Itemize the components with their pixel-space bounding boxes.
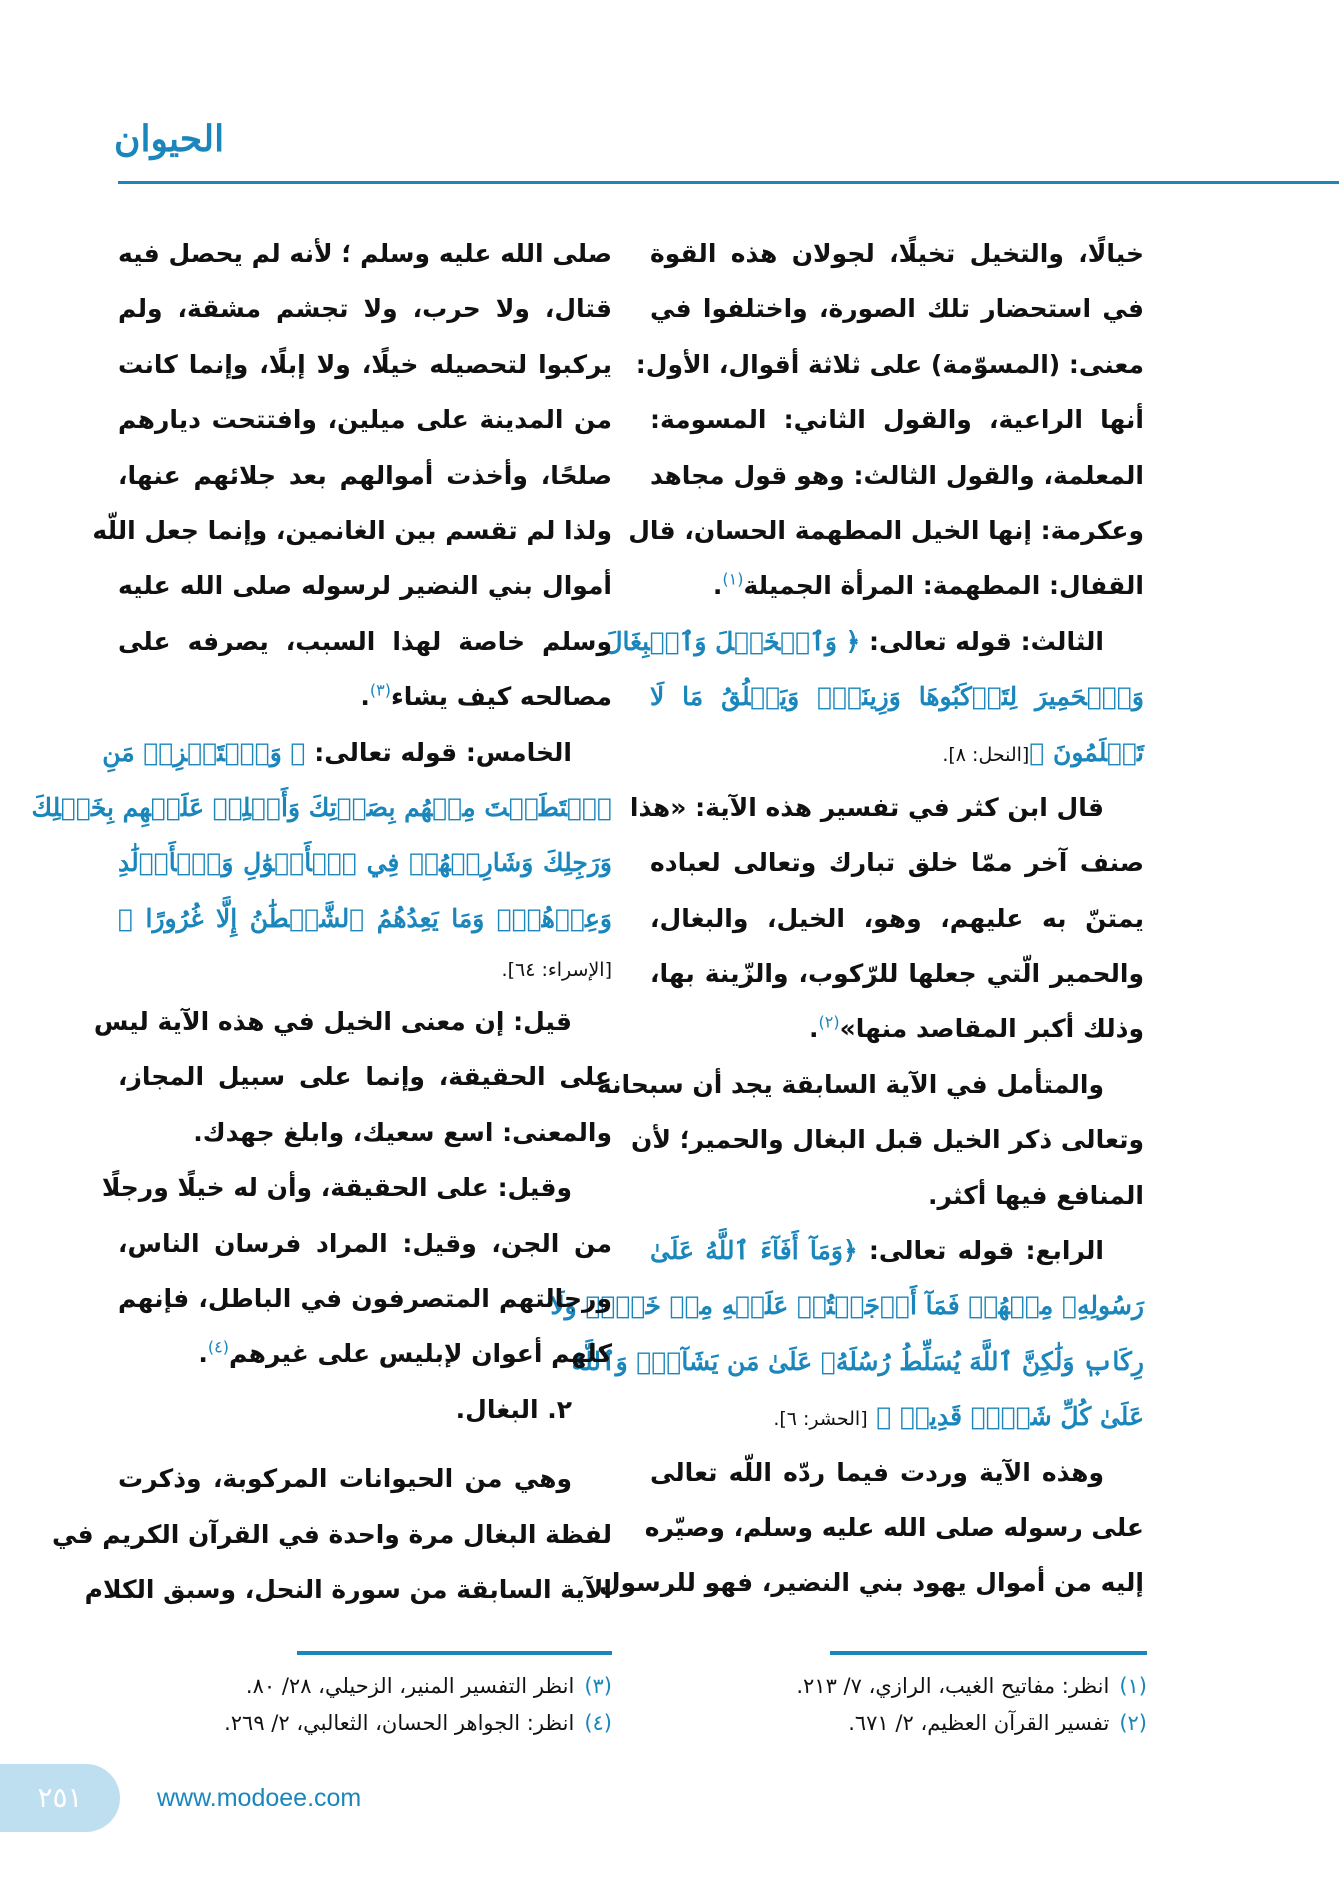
footnote-marker[interactable]: (٢): [818, 1013, 840, 1033]
text-line: [650, 725, 1144, 780]
text-line: [596, 1057, 1144, 1112]
text-line: [118, 669, 612, 724]
verse-reference: [الحشر: ٦].: [773, 1408, 868, 1431]
footnote-number: (٣): [584, 1674, 612, 1698]
text-line: [604, 614, 1144, 669]
text-line: [118, 226, 612, 281]
body-text: الرابع: قوله تعالى:: [857, 1236, 1104, 1266]
footnote: [796, 1705, 1147, 1742]
footnote-marker[interactable]: (١): [722, 570, 744, 590]
body-text: .: [808, 1014, 819, 1044]
body-text: إليه من أموال يهود بني النضير، فهو للرسول: [598, 1568, 1144, 1598]
body-text: خيالًا، والتخيل تخيلًا، لجولان هذه القوة: [650, 239, 1144, 268]
body-text: قتال، ولا حرب، ولا تجشم مشقة، ولم: [118, 294, 612, 324]
text-line: [118, 392, 612, 447]
text-line: [118, 448, 612, 503]
text-line: [118, 835, 612, 890]
body-text: المعلمة، والقول الثالث: وهو قول مجاهد: [650, 460, 1144, 490]
body-text: ٢. البغال.: [455, 1394, 572, 1424]
footnote-divider-right: [830, 1651, 1147, 1655]
verse-reference: [النحل: ٨].: [942, 743, 1030, 766]
quran-verse: ﴿وَمَآ أَفَآءَ ٱللَّهُ عَلَىٰ: [650, 1236, 858, 1266]
footnotes-right: [796, 1668, 1147, 1742]
body-text: قيل: إن معنى الخيل في هذه الآية ليس: [93, 1007, 572, 1037]
text-line: [628, 503, 1144, 558]
body-text: من الجن، وقيل: المراد فرسان الناس،: [118, 1228, 612, 1258]
text-line: [118, 891, 612, 946]
text-line: [650, 1389, 1144, 1444]
body-text: والمعنى: اسع سعيك، وابلغ جهدك.: [193, 1117, 612, 1147]
text-line: [571, 1334, 1144, 1389]
text-column-left: [31, 226, 612, 1617]
text-line: [31, 780, 612, 835]
text-line: [650, 226, 1144, 281]
text-line: [84, 1562, 612, 1617]
text-line: [631, 1112, 1144, 1167]
body-text: وهذه الآية وردت فيما ردّه اللّه تعالى: [650, 1457, 1104, 1487]
quran-verse: رَسُولِهِۦ مِنۡهُمۡ فَمَآ أَوۡجَفۡتُمۡ عَلَيۡهِ مِنۡ خَيۡلٖ وَلَا: [550, 1291, 1144, 1321]
verse-reference: [الإسراء: ٦٤].: [501, 959, 612, 982]
text-line: [650, 669, 1144, 724]
text-line: [650, 448, 1144, 503]
text-line: [118, 1049, 612, 1104]
page-number-badge: ٢٥١: [0, 1764, 120, 1832]
text-line: [51, 1507, 612, 1562]
text-line: [650, 1223, 1144, 1278]
body-text: أموال بني النضير لرسوله صلى الله عليه: [118, 571, 612, 601]
text-line: [650, 891, 1144, 946]
body-text: يركبوا لتحصيله خيلًا، ولا إبلًا، وإنما كانت: [118, 349, 612, 379]
footnote-text: تفسير القرآن العظيم، ٢/ ٦٧١.: [848, 1711, 1110, 1735]
body-text: على الحقيقة، وإنما على سبيل المجاز،: [118, 1062, 612, 1092]
footnote: [796, 1668, 1147, 1705]
body-text: كلهم أعوان لإبليس على غيرهم: [229, 1339, 612, 1369]
body-text: على رسوله صلى الله عليه وسلم، وصيّره: [644, 1512, 1144, 1542]
body-text: معنى: (المسوّمة) على ثلاثة أقوال، الأول:: [635, 349, 1144, 379]
footnote-divider-left: [297, 1651, 612, 1655]
text-line: [650, 392, 1144, 447]
website-link[interactable]: www.modoee.com: [157, 1784, 362, 1812]
body-text: من المدينة على ميلين، وافتتحت ديارهم: [118, 405, 612, 435]
text-line: [118, 337, 612, 392]
text-line: [118, 1326, 612, 1381]
text-line: [118, 1216, 612, 1271]
header-divider: [118, 181, 1339, 184]
body-text: صنف آخر ممّا خلق تبارك وتعالى لعباده: [650, 848, 1144, 878]
body-text: في استحضار تلك الصورة، واختلفوا في: [650, 294, 1144, 324]
text-line: [92, 503, 612, 558]
text-line: [644, 1500, 1144, 1555]
body-text: الخامس: قوله تعالى:: [305, 737, 572, 767]
body-text: والحمير الّتي جعلها للرّكوب، والزّينة بها،: [650, 959, 1144, 989]
footnote-marker[interactable]: (٤): [207, 1338, 229, 1358]
body-text: أنها الراعية، والقول الثاني: المسومة:: [650, 405, 1144, 435]
footnote: [224, 1668, 612, 1705]
body-text: صلى الله عليه وسلم ؛ لأنه لم يحصل فيه: [118, 239, 612, 268]
footnote-number: (٤): [584, 1711, 612, 1735]
text-line: [118, 281, 612, 336]
footnote-text: انظر التفسير المنير، الزحيلي، ٢٨/ ٨٠.: [245, 1674, 575, 1698]
text-line: [118, 1451, 612, 1506]
body-text: وقيل: على الحقيقة، وأن له خيلًا ورجلًا: [101, 1173, 572, 1203]
quran-verse: ﴿ وَٱسۡتَفۡزِزۡ مَنِ: [102, 737, 306, 767]
text-line: [118, 1105, 612, 1160]
text-line: [650, 1168, 1144, 1223]
text-line: [118, 1271, 612, 1326]
quran-verse: وَٱلۡحَمِيرَ لِتَرۡكَبُوهَا وَزِينَةٗۚ وَيَخۡلُقُ مَا لَا: [650, 682, 1144, 712]
footnote-number: (١): [1119, 1674, 1147, 1698]
body-text: الثالث: قوله تعالى:: [860, 626, 1104, 656]
text-line: [650, 835, 1144, 890]
body-text: وسلم خاصة لهذا السبب، يصرفه على: [118, 626, 612, 656]
body-text: وعكرمة: إنها الخيل المطهمة الحسان، قال: [628, 515, 1144, 545]
body-text: قال ابن كثر في تفسير هذه الآية: «هذا: [629, 792, 1104, 822]
text-line: [102, 725, 612, 780]
text-line: [118, 558, 612, 613]
quran-verse: ٱسۡتَطَعۡتَ مِنۡهُم بِصَوۡتِكَ وَأَجۡلِبۡ عَلَيۡهِم بِخَيۡلِكَ: [31, 792, 612, 822]
text-line: [118, 946, 612, 994]
footnote-text: انظر: الجواهر الحسان، الثعالبي، ٢/ ٢٦٩.: [224, 1711, 575, 1735]
body-text: وتعالى ذكر الخيل قبل البغال والحمير؛ لأن: [631, 1125, 1144, 1155]
body-text: يمتنّ به عليهم، وهو، الخيل، والبغال،: [650, 903, 1144, 933]
body-text: .: [360, 682, 370, 712]
text-line: [598, 1555, 1144, 1610]
text-line: [635, 337, 1144, 392]
body-text: وذلك أكبر المقاصد منها»: [839, 1014, 1144, 1044]
footnotes-left: [224, 1668, 612, 1742]
body-text: ورجالتهم المتصرفون في الباطل، فإنهم: [118, 1284, 612, 1314]
body-text: القفال: المطهمة: المرأة الجميلة: [743, 571, 1144, 601]
quran-verse: ﴿ وَٱلۡخَيۡلَ وَٱلۡبِغَالَ: [604, 626, 861, 656]
text-line: [650, 281, 1144, 336]
body-text: .: [198, 1339, 208, 1369]
body-text: ولذا لم تقسم بين الغانمين، وإنما جعل اللّه: [92, 515, 612, 545]
text-line: [118, 1382, 612, 1437]
text-line: [650, 946, 1144, 1001]
body-text: والمتأمل في الآية السابقة يجد أن سبحانه: [596, 1069, 1104, 1099]
body-text: وهي من الحيوانات المركوبة، وذكرت: [118, 1464, 572, 1494]
quran-verse: عَلَىٰ كُلِّ شَيۡءٖ قَدِيرٞ ﴾: [867, 1402, 1144, 1432]
body-text: لفظة البغال مرة واحدة في القرآن الكريم في: [51, 1519, 612, 1549]
body-text: المنافع فيها أكثر.: [928, 1180, 1144, 1210]
text-line: [650, 1445, 1144, 1500]
footnote-marker[interactable]: (٣): [369, 680, 392, 700]
body-text: .: [712, 571, 723, 601]
text-line: [93, 994, 612, 1049]
text-line: [550, 1278, 1144, 1333]
text-line: [650, 558, 1144, 613]
text-line: [650, 1001, 1144, 1056]
body-text: صلحًا، وأخذت أموالهم بعد جلائهم عنها،: [118, 460, 612, 490]
quran-verse: وَعِدۡهُمۡۚ وَمَا يَعِدُهُمُ ٱلشَّيۡطَٰنُ إِلَّا غُرُورًا ﴾: [118, 903, 612, 933]
quran-verse: وَرَجِلِكَ وَشَارِكۡهُمۡ فِي ٱلۡأَمۡوَٰلِ وَٱلۡأَوۡلَٰدِ: [118, 848, 612, 878]
chapter-title: الحيوان: [114, 118, 225, 160]
footnote-text: انظر: مفاتيح الغيب، الرازي، ٧/ ٢١٣.: [796, 1674, 1110, 1698]
text-line: [629, 780, 1144, 835]
footnote: [224, 1705, 612, 1742]
body-text: مصالحه كيف يشاء: [391, 682, 612, 712]
text-line: [101, 1160, 612, 1215]
text-line: [118, 614, 612, 669]
quran-verse: تَعۡلَمُونَ ﴾: [1029, 737, 1144, 767]
quran-verse: رِكَابٖ وَلَٰكِنَّ ٱللَّهَ يُسَلِّطُ رُسُلَهُۥ عَلَىٰ مَن يَشَآءُۚ وَٱللَّهُ: [571, 1346, 1144, 1376]
footnote-number: (٢): [1119, 1711, 1147, 1735]
body-text: الآية السابقة من سورة النحل، وسبق الكلام: [84, 1574, 612, 1604]
